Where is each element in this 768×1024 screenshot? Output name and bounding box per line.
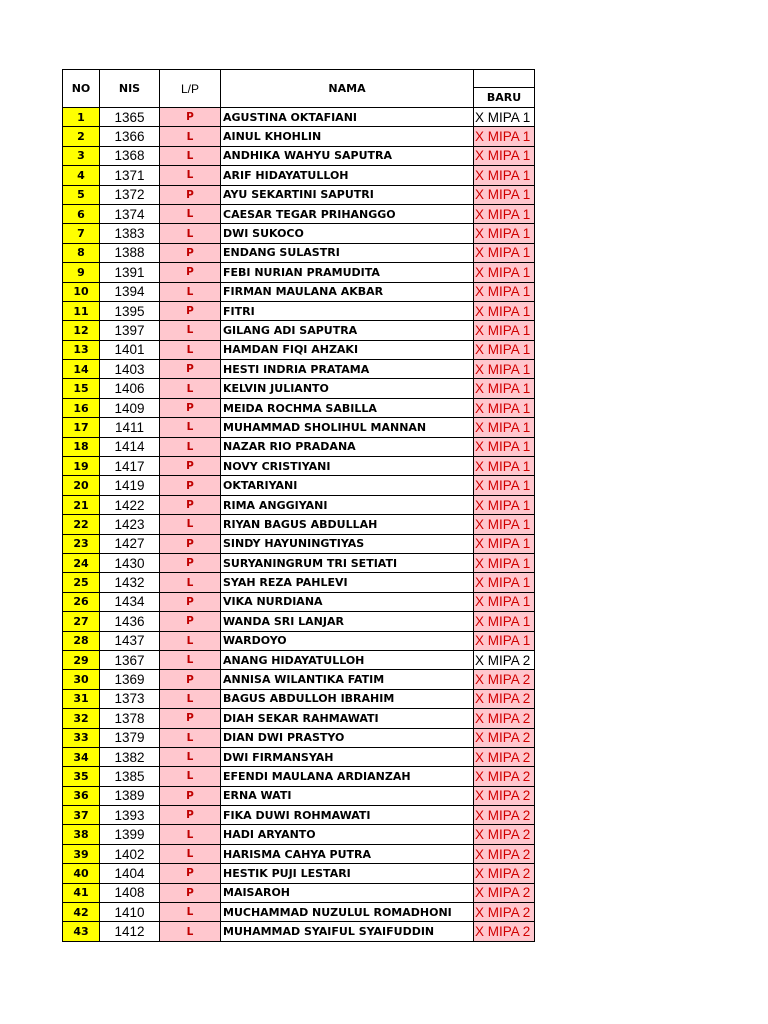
row-lp-cell[interactable]: P bbox=[160, 592, 221, 611]
row-no-cell[interactable]: 34 bbox=[63, 747, 100, 766]
row-nama-cell[interactable]: DIAH SEKAR RAHMAWATI bbox=[221, 709, 474, 728]
row-lp-cell[interactable]: L bbox=[160, 204, 221, 223]
row-nama-cell[interactable]: DWI FIRMANSYAH bbox=[221, 747, 474, 766]
row-no-cell[interactable]: 38 bbox=[63, 825, 100, 844]
row-baru-cell[interactable]: X MIPA 1 bbox=[474, 108, 535, 127]
row-nis-cell[interactable]: 1417 bbox=[100, 457, 160, 476]
row-nis-cell[interactable]: 1378 bbox=[100, 709, 160, 728]
row-nama-cell[interactable]: HARISMA CAHYA PUTRA bbox=[221, 844, 474, 863]
row-nama-cell[interactable]: ARIF HIDAYATULLOH bbox=[221, 166, 474, 185]
row-nama-cell[interactable]: FEBI NURIAN PRAMUDITA bbox=[221, 263, 474, 282]
row-nis-cell[interactable]: 1368 bbox=[100, 146, 160, 165]
table-row bbox=[63, 709, 535, 728]
row-baru-cell[interactable]: X MIPA 2 bbox=[474, 670, 535, 689]
row-lp-cell[interactable]: L bbox=[160, 767, 221, 786]
row-no-cell[interactable]: 40 bbox=[63, 864, 100, 883]
row-baru-cell[interactable]: X MIPA 2 bbox=[474, 689, 535, 708]
table-row bbox=[63, 650, 535, 669]
table-row bbox=[63, 883, 535, 902]
row-baru-cell[interactable]: X MIPA 1 bbox=[474, 379, 535, 398]
table-row bbox=[63, 166, 535, 185]
row-baru-cell[interactable]: X MIPA 1 bbox=[474, 166, 535, 185]
row-baru-cell[interactable]: X MIPA 2 bbox=[474, 709, 535, 728]
row-baru-cell[interactable]: X MIPA 1 bbox=[474, 263, 535, 282]
row-nis-cell[interactable]: 1408 bbox=[100, 883, 160, 902]
row-baru-cell[interactable]: X MIPA 1 bbox=[474, 534, 535, 553]
row-baru-cell[interactable]: X MIPA 2 bbox=[474, 650, 535, 669]
row-nama-cell[interactable]: VIKA NURDIANA bbox=[221, 592, 474, 611]
table-row bbox=[63, 825, 535, 844]
table-row bbox=[63, 282, 535, 301]
row-lp-cell[interactable]: P bbox=[160, 398, 221, 417]
row-lp-cell[interactable]: P bbox=[160, 883, 221, 902]
row-no-cell[interactable]: 32 bbox=[63, 709, 100, 728]
row-baru-cell[interactable]: X MIPA 1 bbox=[474, 360, 535, 379]
table-row bbox=[63, 864, 535, 883]
row-baru-cell[interactable]: X MIPA 2 bbox=[474, 864, 535, 883]
table-row bbox=[63, 379, 535, 398]
row-baru-cell[interactable]: X MIPA 2 bbox=[474, 767, 535, 786]
row-no-cell[interactable]: 26 bbox=[63, 592, 100, 611]
row-lp-cell[interactable]: P bbox=[160, 534, 221, 553]
row-nis-cell[interactable]: 1434 bbox=[100, 592, 160, 611]
table-row bbox=[63, 224, 535, 243]
row-baru-cell[interactable]: X MIPA 2 bbox=[474, 786, 535, 805]
row-nama-cell[interactable]: HAMDAN FIQI AHZAKI bbox=[221, 340, 474, 359]
row-nama-cell[interactable]: SINDY HAYUNINGTIYAS bbox=[221, 534, 474, 553]
row-nis-cell[interactable]: 1406 bbox=[100, 379, 160, 398]
table-row bbox=[63, 612, 535, 631]
row-lp-cell[interactable]: P bbox=[160, 360, 221, 379]
row-nis-cell[interactable]: 1423 bbox=[100, 515, 160, 534]
row-nis-cell[interactable]: 1379 bbox=[100, 728, 160, 747]
row-nis-cell[interactable]: 1432 bbox=[100, 573, 160, 592]
row-nama-cell[interactable]: SURYANINGRUM TRI SETIATI bbox=[221, 553, 474, 572]
row-no-cell[interactable]: 24 bbox=[63, 553, 100, 572]
row-nis-cell[interactable]: 1422 bbox=[100, 495, 160, 514]
row-nama-cell[interactable]: RIYAN BAGUS ABDULLAH bbox=[221, 515, 474, 534]
header-group-blank[interactable] bbox=[474, 70, 535, 88]
row-baru-cell[interactable]: X MIPA 1 bbox=[474, 224, 535, 243]
row-baru-cell[interactable]: X MIPA 1 bbox=[474, 127, 535, 146]
row-baru-cell[interactable]: X MIPA 1 bbox=[474, 301, 535, 320]
row-nama-cell[interactable]: AYU SEKARTINI SAPUTRI bbox=[221, 185, 474, 204]
row-nis-cell[interactable]: 1388 bbox=[100, 243, 160, 262]
row-nama-cell[interactable]: NOVY CRISTIYANI bbox=[221, 457, 474, 476]
row-lp-cell[interactable]: L bbox=[160, 747, 221, 766]
row-nis-cell[interactable]: 1382 bbox=[100, 747, 160, 766]
row-baru-cell[interactable]: X MIPA 1 bbox=[474, 204, 535, 223]
row-lp-cell[interactable]: L bbox=[160, 515, 221, 534]
table-row bbox=[63, 301, 535, 320]
table-row bbox=[63, 534, 535, 553]
header-nama[interactable]: NAMA bbox=[221, 70, 474, 108]
row-no-cell[interactable]: 22 bbox=[63, 515, 100, 534]
row-baru-cell[interactable]: X MIPA 1 bbox=[474, 437, 535, 456]
row-lp-cell[interactable]: L bbox=[160, 282, 221, 301]
row-no-cell[interactable]: 3 bbox=[63, 146, 100, 165]
row-no-cell[interactable]: 42 bbox=[63, 903, 100, 922]
row-lp-cell[interactable]: L bbox=[160, 321, 221, 340]
row-nis-cell[interactable]: 1389 bbox=[100, 786, 160, 805]
table-row bbox=[63, 360, 535, 379]
table-row bbox=[63, 263, 535, 282]
student-table bbox=[62, 69, 535, 942]
row-lp-cell[interactable]: L bbox=[160, 224, 221, 243]
row-no-cell[interactable]: 12 bbox=[63, 321, 100, 340]
row-no-cell[interactable]: 5 bbox=[63, 185, 100, 204]
row-nama-cell[interactable]: OKTARIYANI bbox=[221, 476, 474, 495]
row-baru-cell[interactable]: X MIPA 2 bbox=[474, 844, 535, 863]
header-no[interactable]: NO bbox=[63, 70, 100, 108]
table-row bbox=[63, 922, 535, 941]
row-nis-cell[interactable]: 1410 bbox=[100, 903, 160, 922]
header-baru[interactable]: BARU bbox=[474, 88, 535, 108]
row-no-cell[interactable]: 17 bbox=[63, 418, 100, 437]
row-baru-cell[interactable]: X MIPA 2 bbox=[474, 903, 535, 922]
row-nis-cell[interactable]: 1402 bbox=[100, 844, 160, 863]
row-no-cell[interactable]: 19 bbox=[63, 457, 100, 476]
table-row bbox=[63, 689, 535, 708]
row-baru-cell[interactable]: X MIPA 1 bbox=[474, 418, 535, 437]
row-lp-cell[interactable]: P bbox=[160, 670, 221, 689]
row-nis-cell[interactable]: 1412 bbox=[100, 922, 160, 941]
row-lp-cell[interactable]: L bbox=[160, 631, 221, 650]
table-row bbox=[63, 457, 535, 476]
table-row bbox=[63, 243, 535, 262]
row-baru-cell[interactable]: X MIPA 1 bbox=[474, 282, 535, 301]
row-baru-cell[interactable]: X MIPA 2 bbox=[474, 825, 535, 844]
row-nis-cell[interactable]: 1436 bbox=[100, 612, 160, 631]
table-row bbox=[63, 340, 535, 359]
row-baru-cell[interactable]: X MIPA 2 bbox=[474, 747, 535, 766]
table-row bbox=[63, 476, 535, 495]
row-lp-cell[interactable]: P bbox=[160, 185, 221, 204]
table-body bbox=[63, 108, 535, 942]
table-row bbox=[63, 767, 535, 786]
row-no-cell[interactable]: 27 bbox=[63, 612, 100, 631]
row-nis-cell[interactable]: 1371 bbox=[100, 166, 160, 185]
row-lp-cell[interactable]: L bbox=[160, 825, 221, 844]
row-nis-cell[interactable]: 1399 bbox=[100, 825, 160, 844]
row-no-cell[interactable]: 14 bbox=[63, 360, 100, 379]
row-baru-cell[interactable]: X MIPA 1 bbox=[474, 515, 535, 534]
row-nis-cell[interactable]: 1401 bbox=[100, 340, 160, 359]
row-no-cell[interactable]: 9 bbox=[63, 263, 100, 282]
row-no-cell[interactable]: 36 bbox=[63, 786, 100, 805]
row-lp-cell[interactable]: L bbox=[160, 379, 221, 398]
row-nama-cell[interactable]: RIMA ANGGIYANI bbox=[221, 495, 474, 514]
table-row bbox=[63, 146, 535, 165]
row-nis-cell[interactable]: 1403 bbox=[100, 360, 160, 379]
table-row bbox=[63, 592, 535, 611]
row-nis-cell[interactable]: 1391 bbox=[100, 263, 160, 282]
row-lp-cell[interactable]: P bbox=[160, 786, 221, 805]
header-lp[interactable]: L/P bbox=[160, 70, 221, 108]
row-nama-cell[interactable]: WARDOYO bbox=[221, 631, 474, 650]
row-baru-cell[interactable]: X MIPA 1 bbox=[474, 476, 535, 495]
row-nama-cell[interactable]: DIAN DWI PRASTYO bbox=[221, 728, 474, 747]
row-nama-cell[interactable]: GILANG ADI SAPUTRA bbox=[221, 321, 474, 340]
row-nis-cell[interactable]: 1430 bbox=[100, 553, 160, 572]
row-nama-cell[interactable]: WANDA SRI LANJAR bbox=[221, 612, 474, 631]
row-no-cell[interactable]: 18 bbox=[63, 437, 100, 456]
row-no-cell[interactable]: 43 bbox=[63, 922, 100, 941]
row-no-cell[interactable]: 28 bbox=[63, 631, 100, 650]
row-nama-cell[interactable]: FIRMAN MAULANA AKBAR bbox=[221, 282, 474, 301]
row-lp-cell[interactable]: P bbox=[160, 457, 221, 476]
row-nis-cell[interactable]: 1383 bbox=[100, 224, 160, 243]
row-nis-cell[interactable]: 1365 bbox=[100, 108, 160, 127]
row-no-cell[interactable]: 1 bbox=[63, 108, 100, 127]
row-nama-cell[interactable]: ANNISA WILANTIKA FATIM bbox=[221, 670, 474, 689]
row-nama-cell[interactable]: HESTI INDRIA PRATAMA bbox=[221, 360, 474, 379]
row-no-cell[interactable]: 7 bbox=[63, 224, 100, 243]
row-nis-cell[interactable]: 1395 bbox=[100, 301, 160, 320]
row-no-cell[interactable]: 35 bbox=[63, 767, 100, 786]
row-nama-cell[interactable]: EFENDI MAULANA ARDIANZAH bbox=[221, 767, 474, 786]
row-lp-cell[interactable]: P bbox=[160, 495, 221, 514]
row-no-cell[interactable]: 13 bbox=[63, 340, 100, 359]
row-baru-cell[interactable]: X MIPA 1 bbox=[474, 340, 535, 359]
row-baru-cell[interactable]: X MIPA 1 bbox=[474, 321, 535, 340]
row-baru-cell[interactable]: X MIPA 1 bbox=[474, 553, 535, 572]
row-nama-cell[interactable]: CAESAR TEGAR PRIHANGGO bbox=[221, 204, 474, 223]
row-nis-cell[interactable]: 1409 bbox=[100, 398, 160, 417]
row-no-cell[interactable]: 6 bbox=[63, 204, 100, 223]
row-nama-cell[interactable]: ERNA WATI bbox=[221, 786, 474, 805]
row-nama-cell[interactable]: BAGUS ABDULLOH IBRAHIM bbox=[221, 689, 474, 708]
row-nama-cell[interactable]: HESTIK PUJI LESTARI bbox=[221, 864, 474, 883]
row-lp-cell[interactable]: P bbox=[160, 301, 221, 320]
table-row bbox=[63, 903, 535, 922]
row-lp-cell[interactable]: L bbox=[160, 573, 221, 592]
row-no-cell[interactable]: 30 bbox=[63, 670, 100, 689]
table-row bbox=[63, 573, 535, 592]
table-row bbox=[63, 553, 535, 572]
row-no-cell[interactable]: 15 bbox=[63, 379, 100, 398]
row-nis-cell[interactable]: 1411 bbox=[100, 418, 160, 437]
row-lp-cell[interactable]: P bbox=[160, 709, 221, 728]
row-nis-cell[interactable]: 1427 bbox=[100, 534, 160, 553]
row-nis-cell[interactable]: 1372 bbox=[100, 185, 160, 204]
row-no-cell[interactable]: 20 bbox=[63, 476, 100, 495]
row-no-cell[interactable]: 8 bbox=[63, 243, 100, 262]
table-row bbox=[63, 747, 535, 766]
row-nis-cell[interactable]: 1437 bbox=[100, 631, 160, 650]
row-baru-cell[interactable]: X MIPA 2 bbox=[474, 883, 535, 902]
row-lp-cell[interactable]: L bbox=[160, 418, 221, 437]
row-no-cell[interactable]: 16 bbox=[63, 398, 100, 417]
row-nama-cell[interactable]: HADI ARYANTO bbox=[221, 825, 474, 844]
row-nama-cell[interactable]: ANDHIKA WAHYU SAPUTRA bbox=[221, 146, 474, 165]
row-lp-cell[interactable]: P bbox=[160, 806, 221, 825]
row-baru-cell[interactable]: X MIPA 2 bbox=[474, 806, 535, 825]
table-row bbox=[63, 418, 535, 437]
row-nama-cell[interactable]: MAISAROH bbox=[221, 883, 474, 902]
table-row bbox=[63, 631, 535, 650]
row-nama-cell[interactable]: MEIDA ROCHMA SABILLA bbox=[221, 398, 474, 417]
row-lp-cell[interactable]: L bbox=[160, 437, 221, 456]
table-row bbox=[63, 806, 535, 825]
row-baru-cell[interactable]: X MIPA 1 bbox=[474, 612, 535, 631]
row-no-cell[interactable]: 41 bbox=[63, 883, 100, 902]
row-lp-cell[interactable]: L bbox=[160, 146, 221, 165]
row-baru-cell[interactable]: X MIPA 1 bbox=[474, 457, 535, 476]
row-lp-cell[interactable]: L bbox=[160, 903, 221, 922]
row-lp-cell[interactable]: L bbox=[160, 166, 221, 185]
row-nama-cell[interactable]: FIKA DUWI ROHMAWATI bbox=[221, 806, 474, 825]
row-no-cell[interactable]: 23 bbox=[63, 534, 100, 553]
row-nis-cell[interactable]: 1397 bbox=[100, 321, 160, 340]
row-no-cell[interactable]: 25 bbox=[63, 573, 100, 592]
row-nis-cell[interactable]: 1366 bbox=[100, 127, 160, 146]
row-lp-cell[interactable]: P bbox=[160, 864, 221, 883]
row-nama-cell[interactable]: ANANG HIDAYATULLOH bbox=[221, 650, 474, 669]
row-no-cell[interactable]: 10 bbox=[63, 282, 100, 301]
table-row bbox=[63, 108, 535, 127]
row-lp-cell[interactable]: L bbox=[160, 340, 221, 359]
table-header bbox=[63, 70, 535, 108]
row-no-cell[interactable]: 39 bbox=[63, 844, 100, 863]
row-baru-cell[interactable]: X MIPA 1 bbox=[474, 631, 535, 650]
row-baru-cell[interactable]: X MIPA 1 bbox=[474, 573, 535, 592]
row-nis-cell[interactable]: 1394 bbox=[100, 282, 160, 301]
table-row bbox=[63, 398, 535, 417]
row-lp-cell[interactable]: L bbox=[160, 650, 221, 669]
row-nama-cell[interactable]: MUCHAMMAD NUZULUL ROMADHONI bbox=[221, 903, 474, 922]
row-baru-cell[interactable]: X MIPA 1 bbox=[474, 146, 535, 165]
row-nis-cell[interactable]: 1414 bbox=[100, 437, 160, 456]
row-lp-cell[interactable]: P bbox=[160, 476, 221, 495]
row-no-cell[interactable]: 21 bbox=[63, 495, 100, 514]
table-row bbox=[63, 495, 535, 514]
row-lp-cell[interactable]: P bbox=[160, 553, 221, 572]
row-nama-cell[interactable]: KELVIN JULIANTO bbox=[221, 379, 474, 398]
row-baru-cell[interactable]: X MIPA 2 bbox=[474, 728, 535, 747]
row-nama-cell[interactable]: AGUSTINA OKTAFIANI bbox=[221, 108, 474, 127]
row-nis-cell[interactable]: 1367 bbox=[100, 650, 160, 669]
row-no-cell[interactable]: 37 bbox=[63, 806, 100, 825]
row-no-cell[interactable]: 2 bbox=[63, 127, 100, 146]
table-row bbox=[63, 185, 535, 204]
row-lp-cell[interactable]: L bbox=[160, 728, 221, 747]
row-nis-cell[interactable]: 1374 bbox=[100, 204, 160, 223]
row-lp-cell[interactable]: P bbox=[160, 263, 221, 282]
row-nama-cell[interactable]: MUHAMMAD SYAIFUL SYAIFUDDIN bbox=[221, 922, 474, 941]
row-lp-cell[interactable]: P bbox=[160, 108, 221, 127]
header-nis[interactable]: NIS bbox=[100, 70, 160, 108]
row-nama-cell[interactable]: FITRI bbox=[221, 301, 474, 320]
row-nis-cell[interactable]: 1419 bbox=[100, 476, 160, 495]
row-lp-cell[interactable]: L bbox=[160, 922, 221, 941]
row-lp-cell[interactable]: P bbox=[160, 243, 221, 262]
row-nama-cell[interactable]: AINUL KHOHLIN bbox=[221, 127, 474, 146]
row-no-cell[interactable]: 33 bbox=[63, 728, 100, 747]
row-baru-cell[interactable]: X MIPA 1 bbox=[474, 243, 535, 262]
table-row bbox=[63, 670, 535, 689]
table-row bbox=[63, 728, 535, 747]
row-baru-cell[interactable]: X MIPA 2 bbox=[474, 922, 535, 941]
row-nis-cell[interactable]: 1393 bbox=[100, 806, 160, 825]
row-no-cell[interactable]: 29 bbox=[63, 650, 100, 669]
row-nama-cell[interactable]: ENDANG SULASTRI bbox=[221, 243, 474, 262]
row-lp-cell[interactable]: L bbox=[160, 689, 221, 708]
row-baru-cell[interactable]: X MIPA 1 bbox=[474, 398, 535, 417]
table-row bbox=[63, 786, 535, 805]
row-nama-cell[interactable]: DWI SUKOCO bbox=[221, 224, 474, 243]
table-row bbox=[63, 437, 535, 456]
table-row bbox=[63, 204, 535, 223]
row-no-cell[interactable]: 11 bbox=[63, 301, 100, 320]
row-nis-cell[interactable]: 1373 bbox=[100, 689, 160, 708]
row-no-cell[interactable]: 4 bbox=[63, 166, 100, 185]
row-nama-cell[interactable]: SYAH REZA PAHLEVI bbox=[221, 573, 474, 592]
row-nis-cell[interactable]: 1404 bbox=[100, 864, 160, 883]
row-lp-cell[interactable]: L bbox=[160, 127, 221, 146]
row-baru-cell[interactable]: X MIPA 1 bbox=[474, 592, 535, 611]
row-nis-cell[interactable]: 1385 bbox=[100, 767, 160, 786]
row-lp-cell[interactable]: L bbox=[160, 844, 221, 863]
row-baru-cell[interactable]: X MIPA 1 bbox=[474, 185, 535, 204]
table-row bbox=[63, 127, 535, 146]
row-lp-cell[interactable]: P bbox=[160, 612, 221, 631]
row-baru-cell[interactable]: X MIPA 1 bbox=[474, 495, 535, 514]
table-row bbox=[63, 321, 535, 340]
table-row bbox=[63, 844, 535, 863]
row-no-cell[interactable]: 31 bbox=[63, 689, 100, 708]
row-nama-cell[interactable]: NAZAR RIO PRADANA bbox=[221, 437, 474, 456]
table-row bbox=[63, 515, 535, 534]
row-nis-cell[interactable]: 1369 bbox=[100, 670, 160, 689]
row-nama-cell[interactable]: MUHAMMAD SHOLIHUL MANNAN bbox=[221, 418, 474, 437]
